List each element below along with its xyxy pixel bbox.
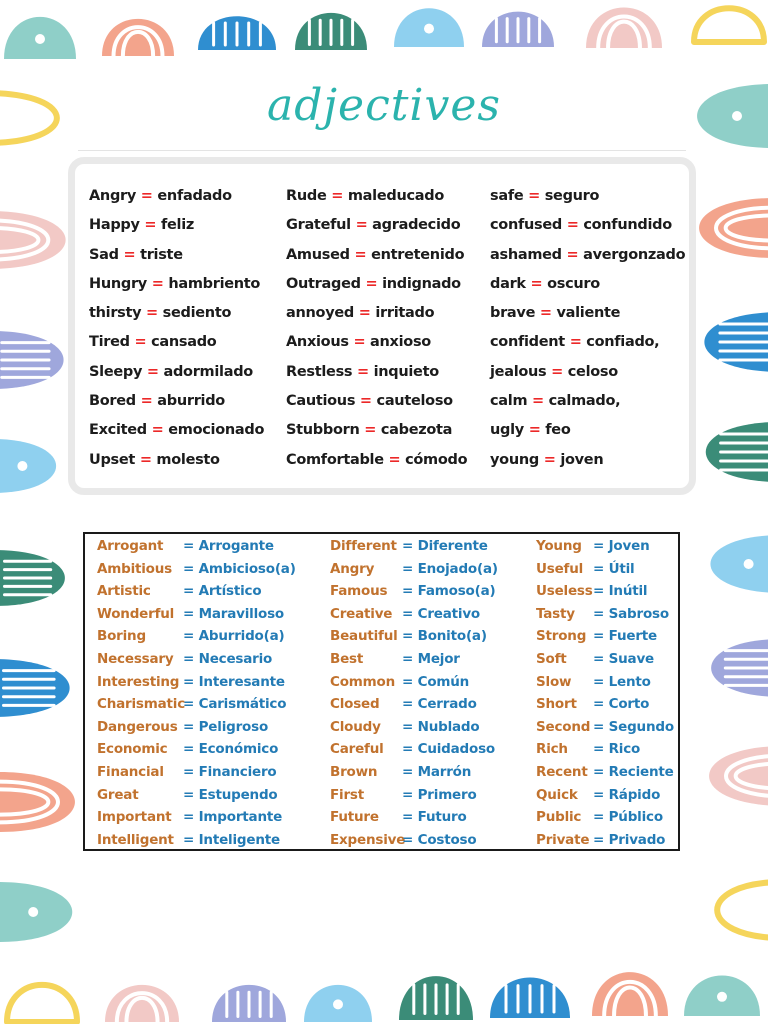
spanish-term: = Privado	[593, 831, 666, 848]
english-term: brave	[490, 305, 536, 322]
spanish-term: celoso	[567, 363, 618, 380]
spanish-term: maleducado	[347, 188, 444, 204]
spanish-term: = Arrogante	[183, 538, 274, 554]
concentric-arch-icon	[0, 772, 75, 832]
english-term: Public	[536, 809, 582, 826]
vocab-column-3	[490, 182, 685, 475]
english-term: Tired	[89, 334, 130, 351]
english-term: thirsty	[89, 305, 142, 322]
spanish-term: adormilado	[163, 363, 253, 380]
english-term: Great	[97, 786, 139, 803]
equals-sign: =	[365, 275, 378, 292]
vocab-row	[490, 387, 685, 416]
vocab-row	[89, 446, 264, 475]
english-term: Quick	[536, 786, 578, 803]
english-term: Wonderful	[97, 605, 175, 622]
english-term: Comfortable	[286, 451, 384, 468]
english-term: Useless	[536, 583, 593, 600]
vocab-row	[89, 358, 264, 387]
spanish-term: = Maravilloso	[183, 605, 284, 622]
english-term: Expensive	[330, 831, 406, 848]
spanish-term: entretenido	[371, 246, 465, 263]
english-term: Useful	[536, 560, 584, 577]
english-term: Happy	[89, 217, 140, 234]
vocab-row	[286, 299, 467, 328]
equals-sign: =	[140, 188, 153, 204]
vocab-row	[490, 328, 685, 357]
english-term: Tasty	[536, 605, 575, 622]
dome-icon	[684, 976, 760, 1017]
vocab-row	[286, 211, 467, 240]
spanish-term: inquieto	[373, 363, 439, 380]
striped-dome-icon	[198, 16, 276, 50]
striped-dome-icon	[706, 422, 768, 482]
striped-dome-icon	[0, 659, 70, 717]
spanish-term: = Público	[593, 809, 663, 826]
english-term: Dangerous	[97, 718, 178, 735]
spanish-term: triste	[140, 246, 183, 263]
vocab-row	[89, 416, 264, 445]
equals-sign: =	[123, 246, 136, 263]
english-term: Future	[330, 809, 379, 826]
english-term: Cautious	[286, 393, 356, 410]
spanish-term: = Enojado(a)	[402, 560, 498, 577]
vocab-column-1	[89, 182, 264, 475]
vocab-row	[490, 358, 685, 387]
vocab-row	[490, 299, 685, 328]
english-term: Angry	[89, 188, 137, 204]
spanish-term: avergonzado	[583, 246, 686, 263]
english-term: Different	[330, 538, 397, 554]
spanish-term: = Reciente	[593, 763, 674, 780]
equals-sign: =	[358, 305, 371, 322]
spanish-term: = Artístico	[183, 583, 262, 600]
english-term: Creative	[330, 605, 393, 622]
striped-dome-icon	[711, 639, 768, 697]
equals-sign: =	[140, 393, 153, 410]
equals-sign: =	[566, 217, 579, 234]
spanish-term: indignado	[382, 275, 461, 292]
vocab-row	[89, 211, 264, 240]
equals-sign: =	[528, 188, 540, 204]
equals-sign: =	[530, 275, 543, 292]
striped-dome-icon	[0, 331, 64, 389]
striped-dome-icon	[482, 12, 554, 47]
title-divider	[78, 150, 686, 151]
spanish-term: = Necesario	[183, 650, 273, 667]
vocab-row	[286, 387, 467, 416]
spanish-term: = Ambicioso(a)	[183, 560, 296, 577]
equals-sign: =	[134, 334, 147, 351]
english-term: Rich	[536, 741, 568, 758]
dome-icon	[4, 17, 76, 59]
spanish-term: = Futuro	[402, 809, 467, 826]
english-term: annoyed	[286, 305, 354, 322]
english-term: Rude	[286, 188, 327, 204]
spanish-term: enfadado	[157, 188, 232, 204]
equals-sign: =	[151, 422, 164, 439]
equals-sign: =	[551, 363, 563, 380]
concentric-arch-icon	[105, 985, 179, 1022]
english-term: dark	[490, 275, 526, 292]
equals-sign: =	[364, 422, 377, 439]
spanish-term: = Rico	[593, 741, 641, 758]
spanish-term: cauteloso	[376, 393, 453, 410]
spanish-term: = Creativo	[402, 605, 480, 622]
striped-dome-icon	[704, 312, 768, 372]
vocab-row	[89, 241, 264, 270]
striped-dome-icon	[212, 985, 286, 1022]
dome-icon	[394, 8, 464, 47]
vocab-row	[286, 416, 467, 445]
spanish-term: irritado	[375, 305, 435, 322]
english-term: Soft	[536, 650, 567, 667]
equals-sign: =	[146, 363, 159, 380]
dotted-semicircle-icon	[694, 8, 764, 42]
equals-sign: =	[543, 451, 556, 468]
spanish-term: = Estupendo	[183, 786, 278, 803]
spanish-term: = Importante	[183, 809, 283, 826]
equals-sign: =	[331, 188, 344, 204]
english-term: Bored	[89, 393, 136, 410]
spanish-term: = Bonito(a)	[402, 628, 487, 645]
english-term: Brown	[330, 763, 378, 780]
spanish-term: = Lento	[593, 673, 651, 690]
spanish-term: = Diferente	[402, 538, 488, 554]
striped-dome-icon	[490, 978, 570, 1019]
concentric-arch-icon	[0, 211, 66, 269]
spanish-term: calmado,	[548, 393, 621, 410]
english-term: Interesting	[97, 673, 180, 690]
vocab-row	[490, 211, 685, 240]
dotted-semicircle-icon	[717, 882, 768, 938]
spanish-term: = Cuidadoso	[402, 741, 495, 758]
english-term: First	[330, 786, 364, 803]
equals-sign: =	[146, 305, 158, 322]
dome-icon	[0, 439, 56, 493]
vocab-row	[286, 358, 467, 387]
english-term: Slow	[536, 673, 572, 690]
spanish-term: confundido	[583, 217, 672, 234]
spanish-term: sediento	[162, 305, 232, 322]
equals-sign: =	[144, 217, 157, 234]
equals-sign: =	[151, 275, 164, 292]
vocab-column-2	[286, 182, 467, 475]
english-term: Famous	[330, 583, 388, 600]
concentric-arch-icon	[586, 8, 662, 49]
equals-sign: =	[566, 246, 579, 263]
english-term: Best	[330, 650, 364, 667]
english-term: Strong	[536, 628, 587, 645]
spanish-term: joven	[560, 451, 604, 468]
english-term: Economic	[97, 741, 168, 758]
english-term: Financial	[97, 763, 164, 780]
spanish-term: = Rápido	[593, 786, 661, 803]
spanish-term: anxioso	[370, 334, 431, 351]
english-term: Beautiful	[330, 628, 398, 645]
english-term: Necessary	[97, 650, 174, 667]
equals-sign: =	[359, 393, 372, 410]
english-term: Sleepy	[89, 363, 143, 380]
english-term: Intelligent	[97, 831, 174, 848]
spanish-term: = Primero	[402, 786, 477, 803]
english-term: Arrogant	[97, 538, 164, 554]
vocab-row	[490, 446, 685, 475]
dotted-semicircle-icon	[7, 985, 77, 1022]
spanish-term: = Inútil	[593, 583, 648, 600]
english-term: Charismatic	[97, 696, 186, 713]
equals-sign: =	[354, 246, 367, 263]
english-term: calm	[490, 393, 528, 410]
english-term: Excited	[89, 422, 147, 439]
spanish-term: = Joven	[593, 538, 650, 554]
striped-dome-icon	[0, 550, 65, 606]
striped-dome-icon	[399, 976, 473, 1020]
concentric-arch-icon	[709, 746, 768, 806]
vocab-row	[286, 270, 467, 299]
equals-sign: =	[569, 334, 582, 351]
spanish-term: feliz	[161, 217, 195, 234]
vocab-row	[490, 241, 685, 270]
spanish-term: = Cerrado	[402, 696, 477, 713]
spanish-term: = Corto	[593, 696, 650, 713]
spanish-term: = Inteligente	[183, 831, 280, 848]
spanish-term: = Fuerte	[593, 628, 657, 645]
feelings-vocabulary-card	[68, 157, 696, 495]
equals-sign: =	[528, 422, 541, 439]
english-term: ashamed	[490, 246, 562, 263]
english-term: safe	[490, 188, 524, 204]
english-term: Short	[536, 696, 577, 713]
vocab-row	[490, 182, 685, 211]
english-term: young	[490, 451, 539, 468]
dome-icon	[304, 985, 372, 1022]
spanish-term: = Útil	[593, 560, 635, 577]
english-term: Careful	[330, 741, 384, 758]
english-term: confident	[490, 334, 565, 351]
spanish-term: emocionado	[168, 422, 265, 439]
spanish-term: = Famoso(a)	[402, 583, 496, 600]
spanish-term: = Sabroso	[593, 605, 669, 622]
vocab-row	[89, 328, 264, 357]
spanish-term: agradecido	[372, 217, 461, 234]
english-term: Artistic	[97, 583, 151, 600]
english-term: Boring	[97, 628, 146, 645]
equals-sign: =	[355, 217, 368, 234]
english-term: Sad	[89, 246, 119, 263]
spanish-term: cansado	[151, 334, 217, 351]
spanish-term: valiente	[556, 305, 621, 322]
concentric-arch-icon	[102, 19, 174, 56]
english-term: Ambitious	[97, 560, 173, 577]
vocab-row	[89, 182, 264, 211]
english-term: confused	[490, 217, 562, 234]
english-term: Upset	[89, 451, 136, 468]
spanish-term: cómodo	[405, 451, 468, 468]
english-term: jealous	[490, 363, 547, 380]
striped-dome-icon	[295, 13, 367, 50]
spanish-term: = Segundo	[593, 718, 674, 735]
vocab-row	[286, 446, 467, 475]
english-term: Amused	[286, 246, 350, 263]
spanish-term: = Económico	[183, 741, 279, 758]
spanish-term: hambriento	[168, 275, 261, 292]
page-title: adjectives	[267, 80, 501, 131]
english-term: Recent	[536, 763, 588, 780]
equals-sign: =	[353, 334, 366, 351]
vocab-row	[286, 328, 467, 357]
spanish-term: = Carismático	[183, 696, 287, 713]
dome-icon	[710, 535, 768, 593]
vocab-row	[286, 241, 467, 270]
spanish-term: = Nublado	[402, 718, 480, 735]
english-term: Common	[330, 673, 396, 690]
spanish-term: = Interesante	[183, 673, 285, 690]
english-term: Cloudy	[330, 718, 381, 735]
english-term: Grateful	[286, 217, 351, 234]
english-term: ugly	[490, 422, 524, 439]
equals-sign: =	[539, 305, 552, 322]
vocab-row	[490, 416, 685, 445]
spanish-term: molesto	[156, 451, 220, 468]
spanish-term: = Marrón	[402, 763, 472, 780]
concentric-arch-icon	[592, 972, 668, 1016]
spanish-term: confiado,	[586, 334, 660, 351]
equals-sign: =	[139, 451, 152, 468]
spanish-term: oscuro	[547, 275, 600, 292]
vocab-row	[286, 182, 467, 211]
equals-sign: =	[356, 363, 369, 380]
spanish-term: = Suave	[593, 650, 655, 667]
dome-icon	[0, 882, 72, 942]
english-term: Anxious	[286, 334, 349, 351]
spanish-term: feo	[545, 422, 571, 439]
english-term: Restless	[286, 363, 353, 380]
english-term: Second	[536, 718, 591, 735]
english-term: Stubborn	[286, 422, 360, 439]
english-term: Hungry	[89, 275, 147, 292]
vocab-row	[89, 387, 264, 416]
english-term: Young	[536, 538, 582, 554]
spanish-term: = Financiero	[183, 763, 277, 780]
spanish-term: aburrido	[157, 393, 225, 410]
english-term: Closed	[330, 696, 380, 713]
english-term: Private	[536, 831, 590, 848]
spanish-term: = Aburrido(a)	[183, 628, 285, 645]
vocab-row	[89, 270, 264, 299]
equals-sign: =	[388, 451, 401, 468]
spanish-term: = Común	[402, 673, 470, 690]
equals-sign: =	[532, 393, 544, 410]
english-term: Outraged	[286, 275, 361, 292]
adjectives-translation-table	[83, 532, 680, 851]
spanish-term: = Costoso	[402, 831, 477, 848]
english-term: Important	[97, 809, 172, 826]
spanish-term: = Peligroso	[183, 718, 269, 735]
spanish-term: = Mejor	[402, 650, 460, 667]
vocab-row	[490, 270, 685, 299]
spanish-term: seguro	[544, 188, 600, 204]
vocab-row	[89, 299, 264, 328]
english-term: Angry	[330, 560, 375, 577]
concentric-arch-icon	[699, 198, 768, 258]
spanish-term: cabezota	[380, 422, 453, 439]
